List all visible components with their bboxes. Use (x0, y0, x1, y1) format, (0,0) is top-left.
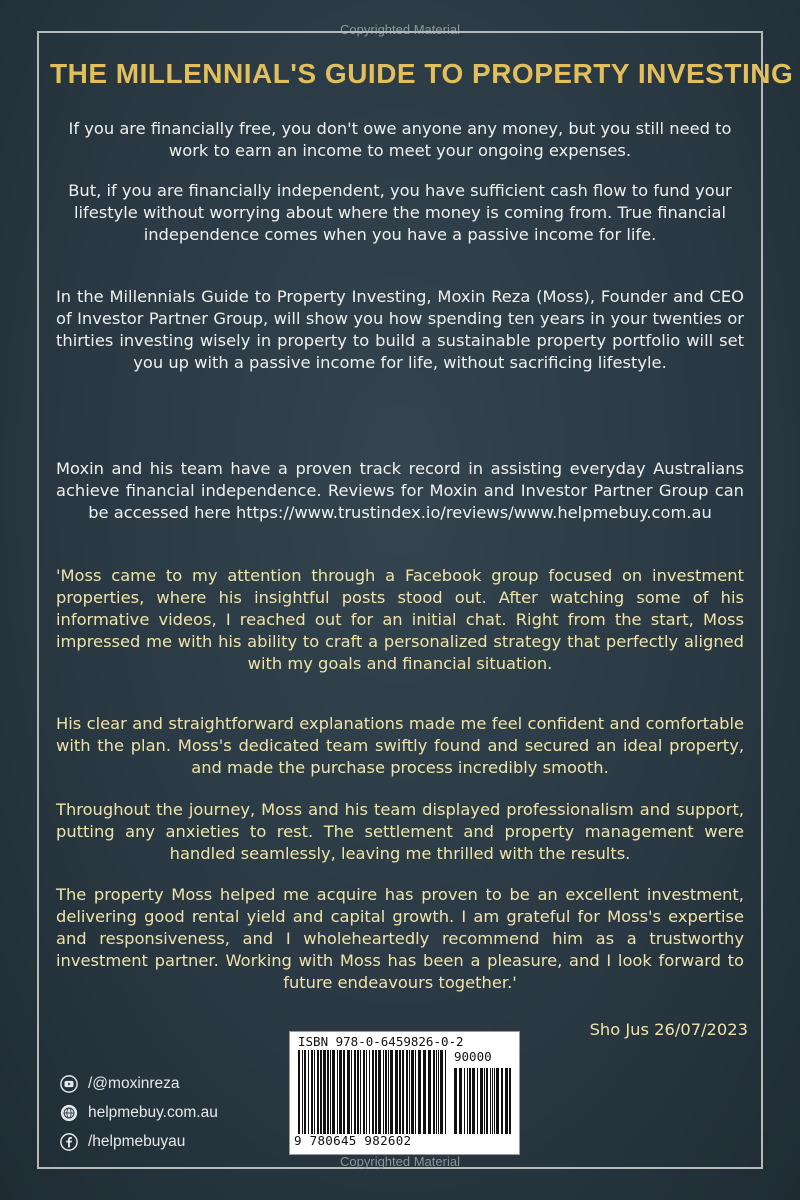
barcode-bar (409, 1050, 410, 1134)
barcode-bar (438, 1050, 439, 1134)
social-label-website: helpmebuy.com.au (88, 1103, 218, 1121)
intro-paragraph-3: In the Millennials Guide to Property Investing, Moxin Reza (Moss), Founder and CEO of Investor Partner Group, will show you how spending ten years in your twenties or thirties investing wisely in property to build a sustainable property portfolio will set you up with a passive income for life, without sacrificing lifestyle. (56, 287, 744, 372)
barcode-bar (454, 1068, 457, 1134)
barcode-bar (486, 1068, 488, 1134)
isbn-barcode (289, 1031, 520, 1155)
barcode-bar (360, 1050, 361, 1134)
barcode-bar (415, 1050, 416, 1134)
barcode-addon-bars (454, 1068, 512, 1134)
barcode-bar (388, 1050, 389, 1134)
barcode-bar (484, 1068, 485, 1134)
book-title: THE MILLENNIAL'S GUIDE TO PROPERTY INVESTING (50, 58, 794, 89)
youtube-icon (60, 1075, 78, 1093)
barcode-bar (332, 1050, 335, 1134)
barcode-bar (436, 1050, 437, 1134)
barcode-bar (363, 1050, 365, 1134)
barcode-bar (501, 1068, 503, 1134)
barcode-bar (369, 1050, 370, 1134)
barcode-bar (477, 1068, 478, 1134)
barcode-bar (464, 1068, 465, 1134)
barcode-bar (472, 1068, 475, 1134)
facebook-icon (60, 1133, 78, 1151)
barcode-bar (467, 1068, 468, 1134)
barcode-bar (385, 1050, 387, 1134)
testimonial-paragraph-2: His clear and straightforward explanations made me feel confident and comfortable with the plan. Moss's dedicated team swiftly found and secured an ideal property, and made the purchase process incredibly smooth. (56, 714, 744, 777)
barcode-bar (317, 1050, 319, 1134)
barcode-bar (402, 1050, 404, 1134)
barcode-bar (494, 1068, 495, 1134)
barcode-bar (298, 1050, 300, 1134)
barcode-main-bars (298, 1050, 448, 1134)
testimonial-paragraph-4: The property Moss helped me acquire has proven to be an excellent investment, delivering good rental yield and capital growth. I am grateful for Moss's expertise and responsiveness, and I wholeheartedly recommend him as a trustworthy investment partner. Working with Moss has been a pleasure, and I look forward to future endeavours together.' (56, 885, 744, 992)
barcode-bar (399, 1050, 401, 1134)
barcode-bar (509, 1068, 511, 1134)
barcode-bar (323, 1050, 326, 1134)
barcode-bar (339, 1050, 342, 1134)
barcode-bar (395, 1050, 398, 1134)
barcode-bar (383, 1050, 384, 1134)
watermark-bottom: Copyrighted Material (340, 1154, 460, 1169)
barcode-bar (375, 1050, 377, 1134)
barcode-bar (418, 1050, 421, 1134)
isbn-label: ISBN 978-0-6459826-0-2 (298, 1034, 464, 1049)
intro-paragraph-1: If you are financially free, you don't owe anyone any money, but you still need to work to earn an income to meet your ongoing expenses. (68, 119, 732, 160)
barcode-bar (378, 1050, 381, 1134)
social-label-youtube: /@moxinreza (88, 1074, 180, 1092)
barcode-bar (311, 1050, 313, 1134)
intro-paragraph-2: But, if you are financially independent, you have sufficient cash flow to fund your lifestyle without worrying about where the money is coming from. True financial independence comes when you have a passive income for life. (68, 181, 732, 244)
barcode-bar (357, 1050, 359, 1134)
barcode-bar (372, 1050, 374, 1134)
barcode-bar (320, 1050, 322, 1134)
barcode-bar (330, 1050, 331, 1134)
barcode-bar (492, 1068, 493, 1134)
barcode-bar (337, 1050, 338, 1134)
barcode-bar (343, 1050, 345, 1134)
barcode-bar (366, 1050, 367, 1134)
testimonial-attribution: Sho Jus 26/07/2023 (589, 1020, 748, 1039)
barcode-addon-digits: 90000 (454, 1049, 492, 1064)
globe-icon (60, 1104, 78, 1122)
barcode-bar (308, 1050, 309, 1134)
barcode-digits: 9 780645 982602 (294, 1133, 412, 1148)
barcode-bar (390, 1050, 393, 1134)
barcode-bar (496, 1068, 499, 1134)
barcode-bar (423, 1050, 426, 1134)
barcode-bar (406, 1050, 408, 1134)
barcode-bar (302, 1050, 303, 1134)
testimonial-paragraph-3: Throughout the journey, Moss and his team displayed professionalism and support, putting any anxieties to rest. The settlement and property management were handled seamlessly, leaving me thrilled with the results. (56, 800, 744, 863)
barcode-bar (433, 1050, 435, 1134)
barcode-bar (480, 1068, 483, 1134)
barcode-bar (411, 1050, 414, 1134)
watermark-top: Copyrighted Material (340, 22, 460, 37)
barcode-bar (351, 1050, 352, 1134)
barcode-bar (354, 1050, 356, 1134)
barcode-bar (505, 1068, 508, 1134)
barcode-bar (440, 1050, 443, 1134)
social-links (60, 1069, 218, 1156)
barcode-bar (445, 1050, 446, 1134)
barcode-bar (327, 1050, 329, 1134)
barcode-bar (490, 1068, 491, 1134)
barcode-bar (459, 1068, 462, 1134)
social-link-facebook[interactable] (60, 1127, 218, 1156)
barcode-bar (314, 1050, 315, 1134)
intro-paragraph-4: Moxin and his team have a proven track record in assisting everyday Australians achieve financial independence. Reviews for Moxin and Investor Partner Group can be accessed here https://www.trustindex.io/reviews/www.helpmebuy.com.au (56, 459, 744, 522)
social-label-facebook: /helpmebuyau (88, 1132, 186, 1150)
social-link-youtube[interactable] (60, 1069, 218, 1098)
barcode-bar (428, 1050, 431, 1134)
barcode-bar (304, 1050, 306, 1134)
testimonial-paragraph-1: 'Moss came to my attention through a Facebook group focused on investment properties, where his insightful posts stood out. After watching some of his informative videos, I reached out for an initial chat. Right from the start, Moss impressed me with his ability to craft a personalized strategy that perfectly aligned with my goals and financial situation. (56, 566, 744, 673)
barcode-bar (347, 1050, 350, 1134)
barcode-bar (469, 1068, 471, 1134)
social-link-website[interactable] (60, 1098, 218, 1127)
